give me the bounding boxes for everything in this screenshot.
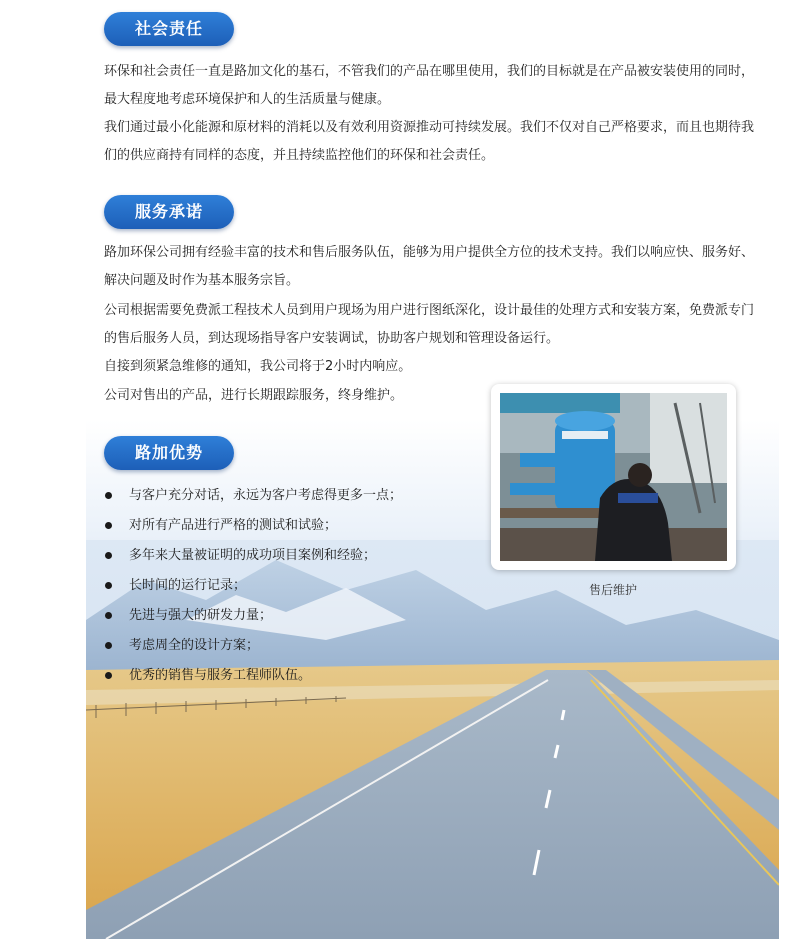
list-item-text: 优秀的销售与服务工程师队伍。 bbox=[129, 668, 312, 683]
service-paragraph-2: 公司根据需要免费派工程技术人员到用户现场为用户进行图纸深化，设计最佳的处理方式和安装方案，免费派专门的售后服务人员，到达现场指导客户安装调试，协助客户规划和管理设备运行。 bbox=[104, 303, 755, 346]
advantages-list bbox=[104, 482, 524, 692]
list-item bbox=[104, 632, 524, 662]
bullet-icon bbox=[105, 582, 112, 589]
bullet-icon bbox=[105, 522, 112, 529]
list-item bbox=[104, 572, 524, 602]
list-item-text: 与客户充分对话，永远为客户考虑得更多一点； bbox=[129, 488, 403, 503]
list-item bbox=[104, 602, 524, 632]
list-item-text: 对所有产品进行严格的测试和试验； bbox=[129, 518, 338, 533]
bullet-icon bbox=[105, 672, 112, 679]
list-item-text: 考虑周全的设计方案； bbox=[129, 638, 260, 653]
bullet-icon bbox=[105, 552, 112, 559]
list-item-text: 长时间的运行记录； bbox=[129, 578, 247, 593]
bullet-icon bbox=[105, 642, 112, 649]
list-item bbox=[104, 512, 524, 542]
after-sales-photo bbox=[491, 384, 736, 570]
service-paragraph-4: 公司对售出的产品，进行长期跟踪服务，终身维护。 bbox=[104, 388, 404, 403]
social-paragraph-2: 我们通过最小化能源和原材料的消耗以及有效利用资源推动可持续发展。我们不仅对自己严格要求，而且也期待我们的供应商持有同样的态度，并且持续监控他们的环保和社会责任。 bbox=[104, 120, 755, 163]
list-item bbox=[104, 662, 524, 692]
section-title-social: 社会责任 bbox=[104, 12, 234, 46]
list-item bbox=[104, 482, 524, 512]
list-item-text: 多年来大量被证明的成功项目案例和经验； bbox=[129, 548, 377, 563]
photo-caption: 售后维护 bbox=[588, 583, 637, 597]
service-paragraph-3: 自接到须紧急维修的通知，我公司将于2小时内响应。 bbox=[104, 359, 412, 374]
service-paragraph-1: 路加环保公司拥有经验丰富的技术和售后服务队伍，能够为用户提供全方位的技术支持。我们以响应快、服务好、解决问题及时作为基本服务宗旨。 bbox=[104, 245, 755, 288]
bullet-icon bbox=[105, 612, 112, 619]
section-title-service: 服务承诺 bbox=[104, 195, 234, 229]
list-item-text: 先进与强大的研发力量； bbox=[129, 608, 273, 623]
section-title-advantages: 路加优势 bbox=[104, 436, 234, 470]
social-paragraph-1: 环保和社会责任一直是路加文化的基石，不管我们的产品在哪里使用，我们的目标就是在产品被安装使用的同时，最大程度地考虑环境保护和人的生活质量与健康。 bbox=[104, 64, 755, 107]
bullet-icon bbox=[105, 492, 112, 499]
list-item bbox=[104, 542, 524, 572]
maintenance-photo-image bbox=[500, 393, 727, 561]
